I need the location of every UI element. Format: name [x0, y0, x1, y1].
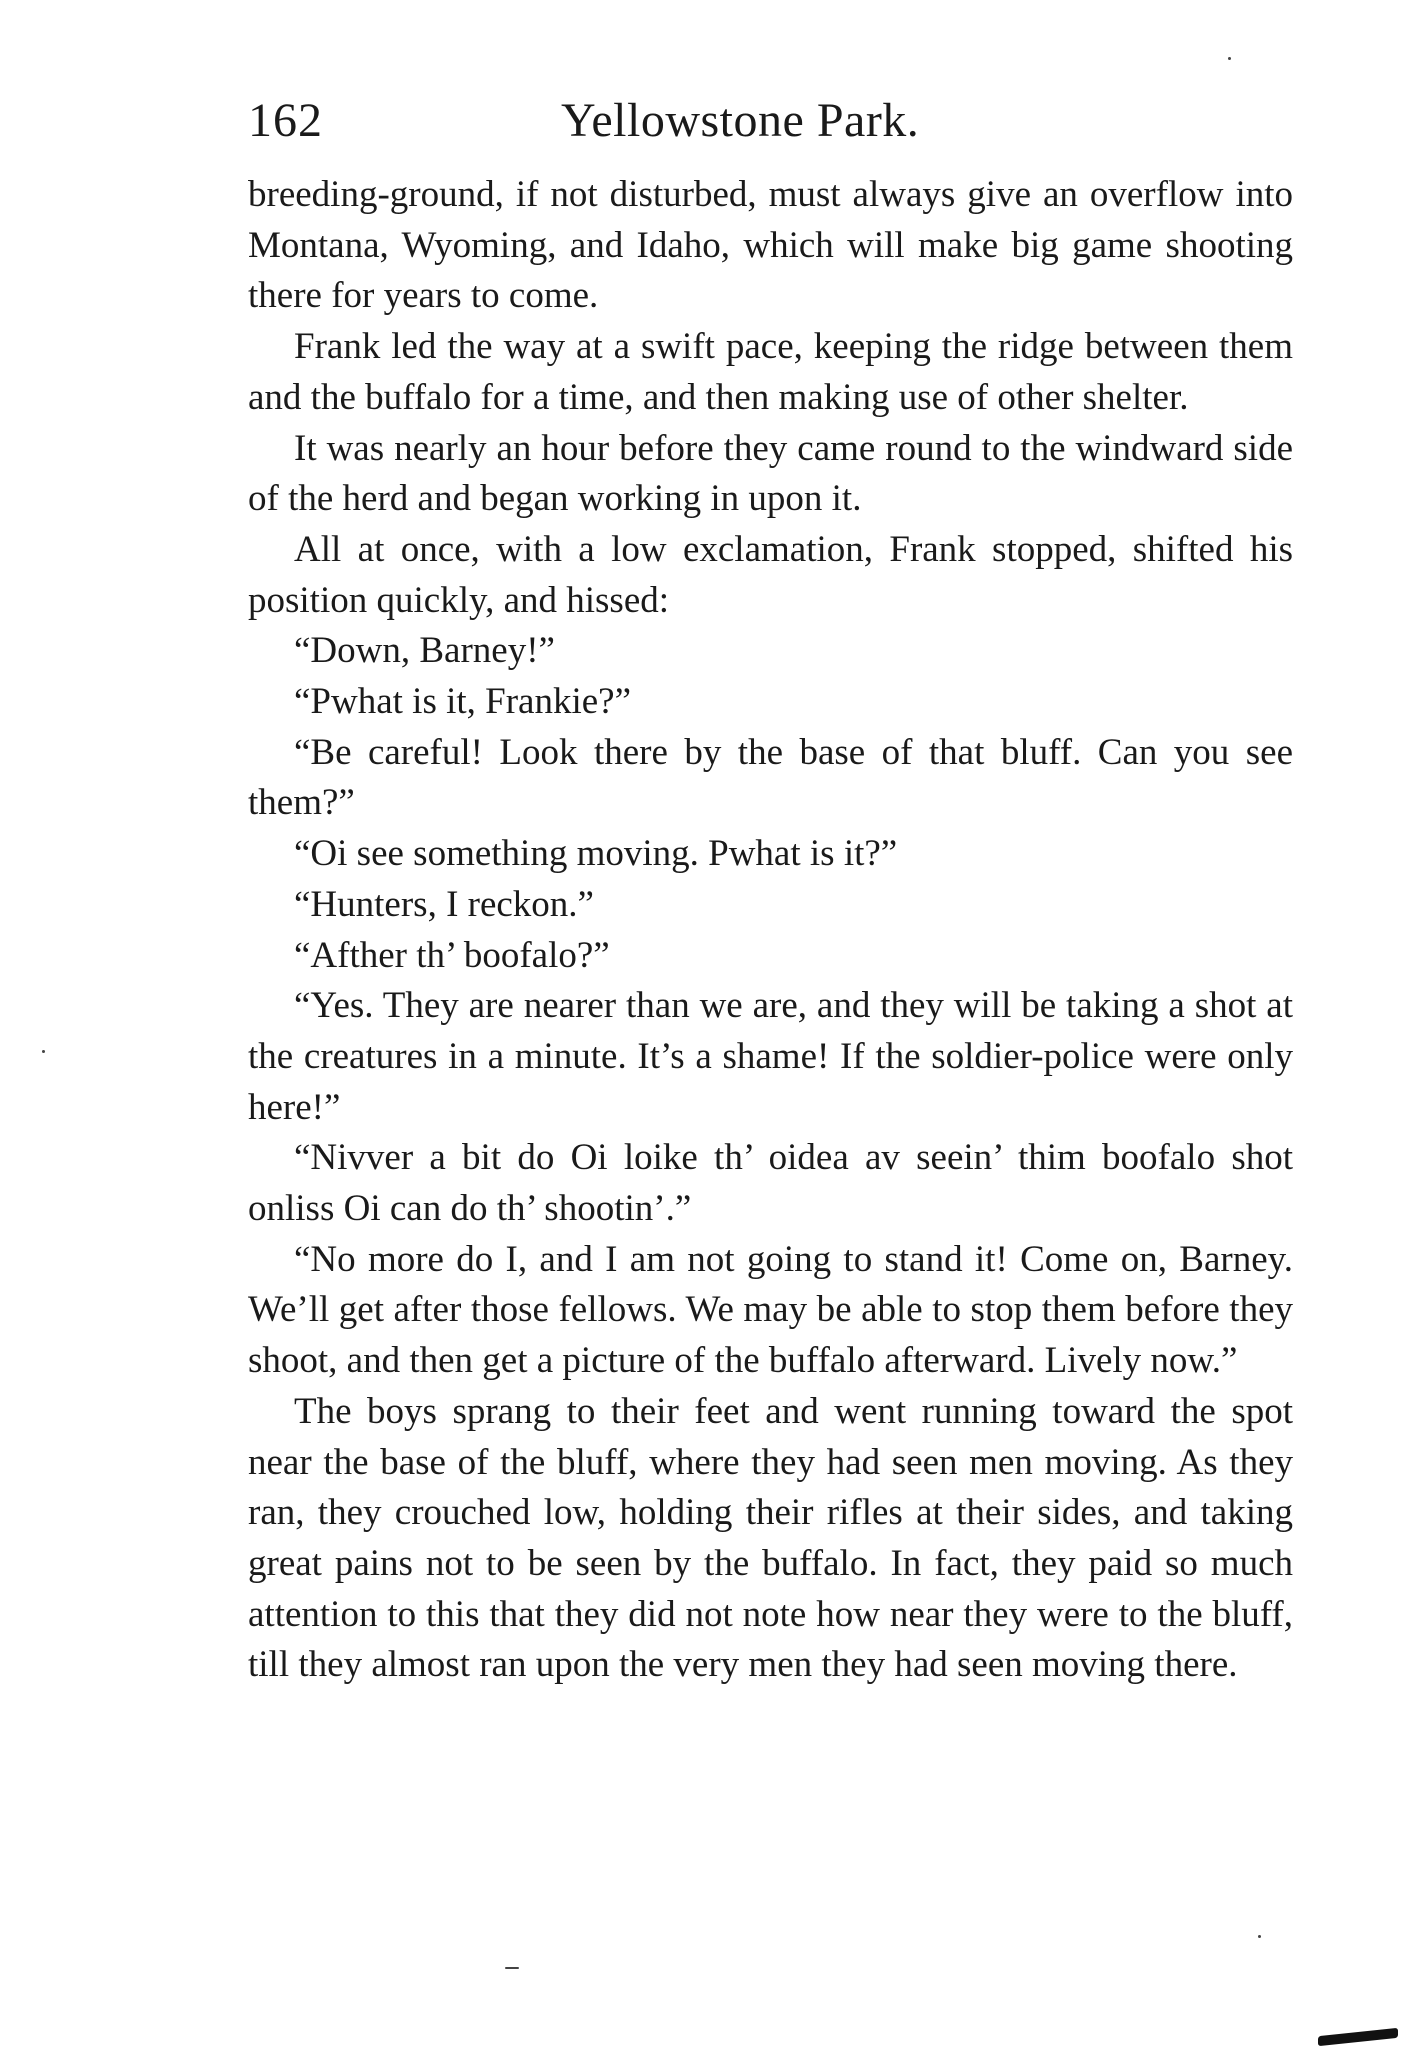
paragraph: Frank led the way at a swift pace, keeping the ridge between them and the buffalo for a time, and then making use of other shelter.: [248, 326, 1293, 418]
paragraph: It was nearly an hour before they came round to the windward side of the herd and began working in upon it.: [248, 427, 1293, 520]
page-edge-mark: [1318, 2028, 1398, 2046]
paragraph-continued: breeding-ground, if not disturbed, must always give an overflow into Montana, Wyoming, and Idaho, which will make big game shooting there for years to come.: [248, 174, 1293, 317]
dialogue-line: “Be careful! Look there by the base of that bluff. Can you see them?”: [248, 731, 1293, 824]
dialogue-line: “Nivver a bit do Oi loike th’ oidea av seein’ thim boofalo shot onliss Oi can do th’ shootin’.”: [248, 1137, 1293, 1230]
book-page: [248, 90, 1293, 1691]
scan-speck: [505, 1967, 519, 1969]
running-head: [248, 90, 1293, 152]
dialogue-line: “Down, Barney!”: [294, 630, 555, 672]
dialogue-line: “No more do I, and I am not going to stand it! Come on, Barney. We’ll get after those fellows. We may be able to stop them before they shoot, and then get a picture of the buffalo afterward. Lively now.”: [248, 1238, 1293, 1382]
paragraph: All at once, with a low exclamation, Frank stopped, shifted his position quickly, and hissed:: [248, 528, 1293, 621]
scan-speck: [1228, 57, 1231, 60]
body-text: [248, 170, 1293, 1691]
paragraph: The boys sprang to their feet and went running toward the spot near the base of the bluff, where they had seen men moving. As they ran, they crouched low, holding their rifles at their sides, and taking great pains not to be seen by the buffalo. In fact, they paid so much attention to this that they did not note how near they were to the bluff, till they almost ran upon the very men they had seen moving there.: [248, 1390, 1293, 1686]
scan-speck: [1258, 1935, 1261, 1938]
scan-speck: [42, 1050, 45, 1053]
dialogue-line: “Oi see something moving. Pwhat is it?”: [294, 833, 898, 875]
running-title: Yellowstone Park.: [561, 94, 920, 147]
page-number: 162: [248, 94, 323, 147]
dialogue-line: “Yes. They are nearer than we are, and they will be taking a shot at the creatures in a minute. It’s a shame! If the soldier-police were only here!”: [248, 985, 1293, 1128]
dialogue-line: “Hunters, I reckon.”: [294, 883, 594, 925]
dialogue-line: “Afther th’ boofalo?”: [294, 934, 610, 976]
dialogue-line: “Pwhat is it, Frankie?”: [294, 681, 632, 723]
